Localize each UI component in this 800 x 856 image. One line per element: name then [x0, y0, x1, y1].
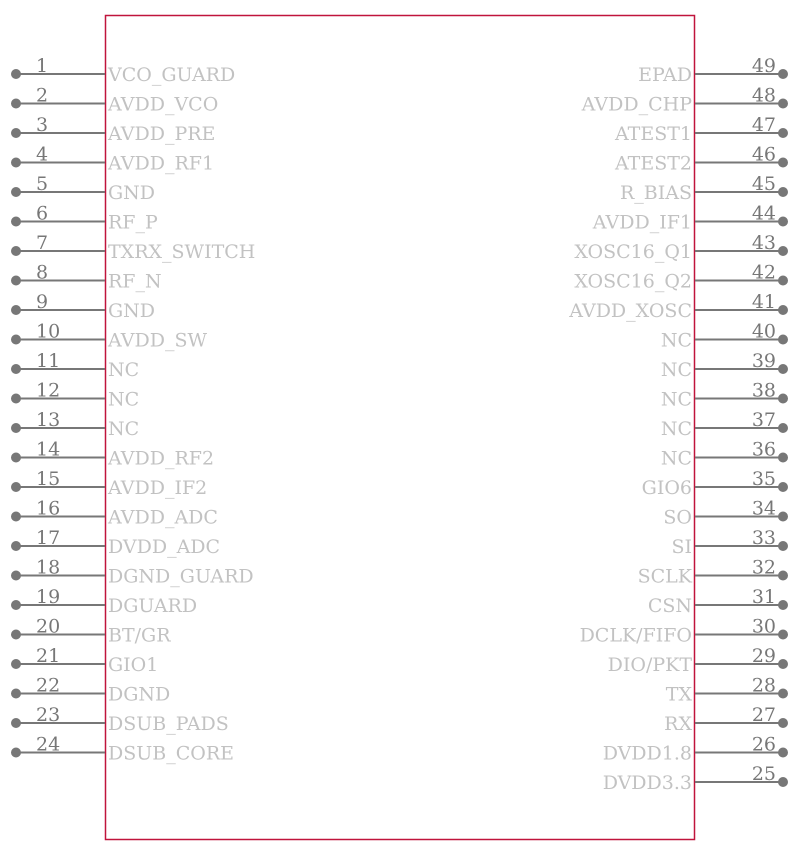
pin-13: [11, 409, 139, 440]
pin-terminal-dot: [778, 453, 788, 463]
pin-number: 11: [36, 350, 61, 372]
pin-37: [661, 409, 788, 440]
pin-8: [11, 262, 162, 293]
pin-number: 44: [751, 202, 776, 225]
pin-label: AVDD_RF2: [108, 447, 215, 470]
pin-label: NC: [660, 359, 692, 381]
pin-label: DVDD1.8: [602, 742, 692, 765]
pin-number: 1: [36, 55, 49, 77]
pin-terminal-dot: [778, 276, 788, 286]
pin-terminal-dot: [778, 777, 788, 787]
pin-label: AVDD_IF2: [108, 477, 208, 499]
pin-terminal-dot: [778, 423, 788, 433]
pin-terminal-dot: [778, 335, 788, 345]
pin-label: BT/GR: [108, 624, 171, 647]
pin-terminal-dot: [11, 689, 21, 699]
pin-number: 26: [751, 733, 776, 756]
pin-number: 33: [751, 527, 776, 549]
pin-label: AVDD_PRE: [108, 123, 216, 145]
pin-number: 35: [751, 468, 776, 490]
pin-terminal-dot: [778, 217, 788, 227]
pin-7: [11, 232, 255, 263]
pin-45: [620, 173, 788, 204]
pin-label: ATEST1: [614, 123, 692, 145]
pin-16: [11, 498, 218, 529]
pin-27: [664, 704, 788, 735]
pin-terminal-dot: [11, 659, 21, 669]
pin-32: [638, 557, 788, 588]
left-pin-group: [11, 55, 255, 765]
pin-label: AVDD_CHP: [581, 93, 692, 116]
pin-label: DGND: [108, 683, 171, 706]
pin-terminal-dot: [11, 748, 21, 758]
pin-number: 12: [36, 379, 61, 402]
pin-number: 47: [751, 114, 776, 136]
pin-terminal-dot: [778, 99, 788, 109]
pin-terminal-dot: [11, 246, 21, 256]
pin-number: 39: [751, 350, 776, 372]
pin-11: [11, 350, 139, 381]
pin-terminal-dot: [778, 364, 788, 374]
pin-49: [638, 55, 788, 86]
pin-number: 23: [36, 704, 61, 726]
pin-number: 49: [751, 55, 776, 77]
pin-label: AVDD_ADC: [108, 506, 218, 529]
pin-number: 31: [751, 586, 776, 608]
pin-number: 16: [36, 497, 61, 520]
pin-number: 42: [751, 261, 776, 284]
pin-terminal-dot: [778, 748, 788, 758]
pin-terminal-dot: [778, 69, 788, 79]
pin-21: [11, 645, 158, 676]
pin-number: 4: [36, 143, 49, 166]
pin-number: 36: [751, 438, 776, 461]
pin-22: [11, 675, 170, 706]
pin-2: [11, 85, 218, 116]
pin-10: [11, 321, 207, 352]
pin-label: ATEST2: [614, 152, 692, 175]
pin-terminal-dot: [11, 158, 21, 168]
pin-terminal-dot: [778, 482, 788, 492]
pin-label: DVDD_ADC: [108, 536, 221, 558]
pin-terminal-dot: [11, 128, 21, 138]
pin-44: [592, 203, 788, 234]
pin-4: [11, 144, 214, 175]
pin-39: [661, 350, 788, 381]
pin-terminal-dot: [11, 335, 21, 345]
pin-number: 17: [36, 527, 61, 549]
pin-label: GIO1: [108, 654, 159, 676]
pin-label: DSUB_PADS: [108, 713, 229, 735]
pin-label: NC: [108, 388, 140, 411]
pin-label: GIO6: [641, 477, 692, 499]
pin-number: 32: [751, 556, 776, 579]
pin-terminal-dot: [778, 512, 788, 522]
pin-number: 28: [751, 674, 776, 697]
pin-terminal-dot: [778, 187, 788, 197]
pin-label: AVDD_IF1: [592, 211, 692, 234]
pin-label: NC: [660, 388, 692, 411]
pin-47: [614, 114, 788, 145]
pin-terminal-dot: [11, 187, 21, 197]
pin-label: SO: [663, 506, 692, 529]
pin-label: CSN: [647, 595, 692, 617]
pin-number: 34: [751, 497, 776, 520]
pin-terminal-dot: [11, 423, 21, 433]
pin-label: AVDD_XOSC: [569, 300, 692, 322]
pin-terminal-dot: [11, 512, 21, 522]
pin-terminal-dot: [11, 600, 21, 610]
pin-38: [661, 380, 788, 411]
pin-label: GND: [108, 182, 156, 204]
pin-number: 10: [36, 320, 61, 343]
pin-terminal-dot: [11, 217, 21, 227]
pin-number: 29: [751, 645, 776, 667]
pin-number: 43: [751, 232, 776, 254]
pin-34: [663, 498, 788, 529]
pin-number: 2: [36, 84, 49, 107]
pin-number: 38: [751, 379, 776, 402]
pin-label: SI: [671, 536, 692, 558]
pin-label: DCLK/FIFO: [579, 624, 692, 647]
pin-41: [568, 291, 788, 322]
pin-label: AVDD_SW: [108, 329, 208, 352]
pin-terminal-dot: [778, 630, 788, 640]
pin-terminal-dot: [778, 128, 788, 138]
pin-5: [11, 173, 155, 204]
pin-label: TXRX_SWITCH: [108, 241, 256, 263]
pin-25: [603, 763, 788, 794]
pin-terminal-dot: [11, 394, 21, 404]
pin-29: [608, 645, 788, 676]
pin-label: R_BIAS: [619, 182, 692, 204]
pin-number: 41: [751, 291, 776, 313]
pin-label: XOSC16_Q1: [574, 241, 692, 263]
pin-19: [11, 586, 197, 617]
pin-label: DIO/PKT: [607, 654, 692, 676]
pin-number: 48: [751, 84, 776, 107]
pin-number: 15: [36, 468, 61, 490]
pin-terminal-dot: [778, 158, 788, 168]
pin-label: TX: [665, 683, 692, 706]
pin-33: [671, 527, 788, 558]
pin-26: [603, 734, 788, 765]
pin-label: NC: [660, 329, 692, 352]
pin-number: 6: [36, 202, 49, 225]
pin-48: [581, 85, 788, 116]
pin-label: SCLK: [637, 565, 692, 588]
pin-terminal-dot: [778, 571, 788, 581]
pin-9: [11, 291, 155, 322]
pin-42: [574, 262, 788, 293]
pin-number: 25: [751, 763, 776, 785]
pin-number: 13: [36, 409, 61, 431]
right-pin-group: [568, 55, 788, 794]
pin-label: NC: [108, 418, 140, 440]
pin-terminal-dot: [778, 394, 788, 404]
pin-number: 9: [36, 291, 49, 313]
pin-46: [614, 144, 788, 175]
pin-number: 8: [36, 261, 49, 284]
pin-label: XOSC16_Q2: [574, 270, 692, 293]
pin-number: 27: [751, 704, 776, 726]
pin-terminal-dot: [11, 718, 21, 728]
pin-label: AVDD_RF1: [108, 152, 215, 175]
pin-23: [11, 704, 229, 735]
pin-terminal-dot: [778, 689, 788, 699]
pin-number: 19: [36, 586, 61, 608]
pin-label: GND: [108, 300, 156, 322]
pin-1: [11, 55, 235, 86]
pin-15: [11, 468, 207, 499]
pin-number: 40: [751, 320, 776, 343]
pin-number: 20: [36, 615, 61, 638]
pin-terminal-dot: [778, 659, 788, 669]
pin-36: [661, 439, 788, 470]
pin-30: [580, 616, 788, 647]
pin-40: [661, 321, 788, 352]
pin-label: RX: [664, 713, 692, 735]
pin-number: 18: [36, 556, 61, 579]
pin-terminal-dot: [11, 305, 21, 315]
pin-24: [11, 734, 234, 765]
pin-number: 7: [36, 232, 49, 254]
pin-number: 5: [36, 173, 49, 195]
pin-label: NC: [108, 359, 140, 381]
pin-18: [11, 557, 254, 588]
pin-terminal-dot: [778, 718, 788, 728]
pin-6: [11, 203, 158, 234]
pin-28: [666, 675, 788, 706]
pin-label: DGUARD: [108, 595, 198, 617]
pin-label: AVDD_VCO: [108, 93, 219, 116]
pin-terminal-dot: [778, 305, 788, 315]
pin-label: NC: [660, 447, 692, 470]
pin-terminal-dot: [11, 276, 21, 286]
pin-label: DGND_GUARD: [108, 565, 254, 588]
pin-label: EPAD: [638, 64, 692, 86]
pin-12: [11, 380, 139, 411]
pin-14: [11, 439, 214, 470]
pin-terminal-dot: [11, 453, 21, 463]
pin-label: RF_P: [108, 211, 158, 234]
pin-number: 21: [36, 645, 61, 667]
pin-number: 37: [751, 409, 776, 431]
pin-terminal-dot: [11, 571, 21, 581]
pin-number: 45: [751, 173, 776, 195]
pin-43: [574, 232, 788, 263]
pin-number: 3: [36, 114, 49, 136]
pin-label: RF_N: [108, 270, 162, 293]
pin-label: DSUB_CORE: [108, 742, 235, 765]
pin-label: DVDD3.3: [602, 772, 692, 794]
pin-terminal-dot: [778, 600, 788, 610]
pin-17: [11, 527, 220, 558]
pin-terminal-dot: [778, 246, 788, 256]
pin-terminal-dot: [11, 364, 21, 374]
pin-35: [642, 468, 788, 499]
pin-number: 24: [36, 733, 61, 756]
pin-20: [11, 616, 171, 647]
pin-terminal-dot: [11, 630, 21, 640]
pin-terminal-dot: [778, 541, 788, 551]
pin-terminal-dot: [11, 482, 21, 492]
pin-number: 46: [751, 143, 776, 166]
pin-label: NC: [660, 418, 692, 440]
pin-number: 14: [36, 438, 61, 461]
pin-terminal-dot: [11, 541, 21, 551]
pin-31: [648, 586, 788, 617]
pin-3: [11, 114, 215, 145]
pin-terminal-dot: [11, 69, 21, 79]
pin-number: 22: [36, 674, 61, 697]
pin-number: 30: [751, 615, 776, 638]
pin-terminal-dot: [11, 99, 21, 109]
pin-label: VCO_GUARD: [108, 64, 236, 86]
